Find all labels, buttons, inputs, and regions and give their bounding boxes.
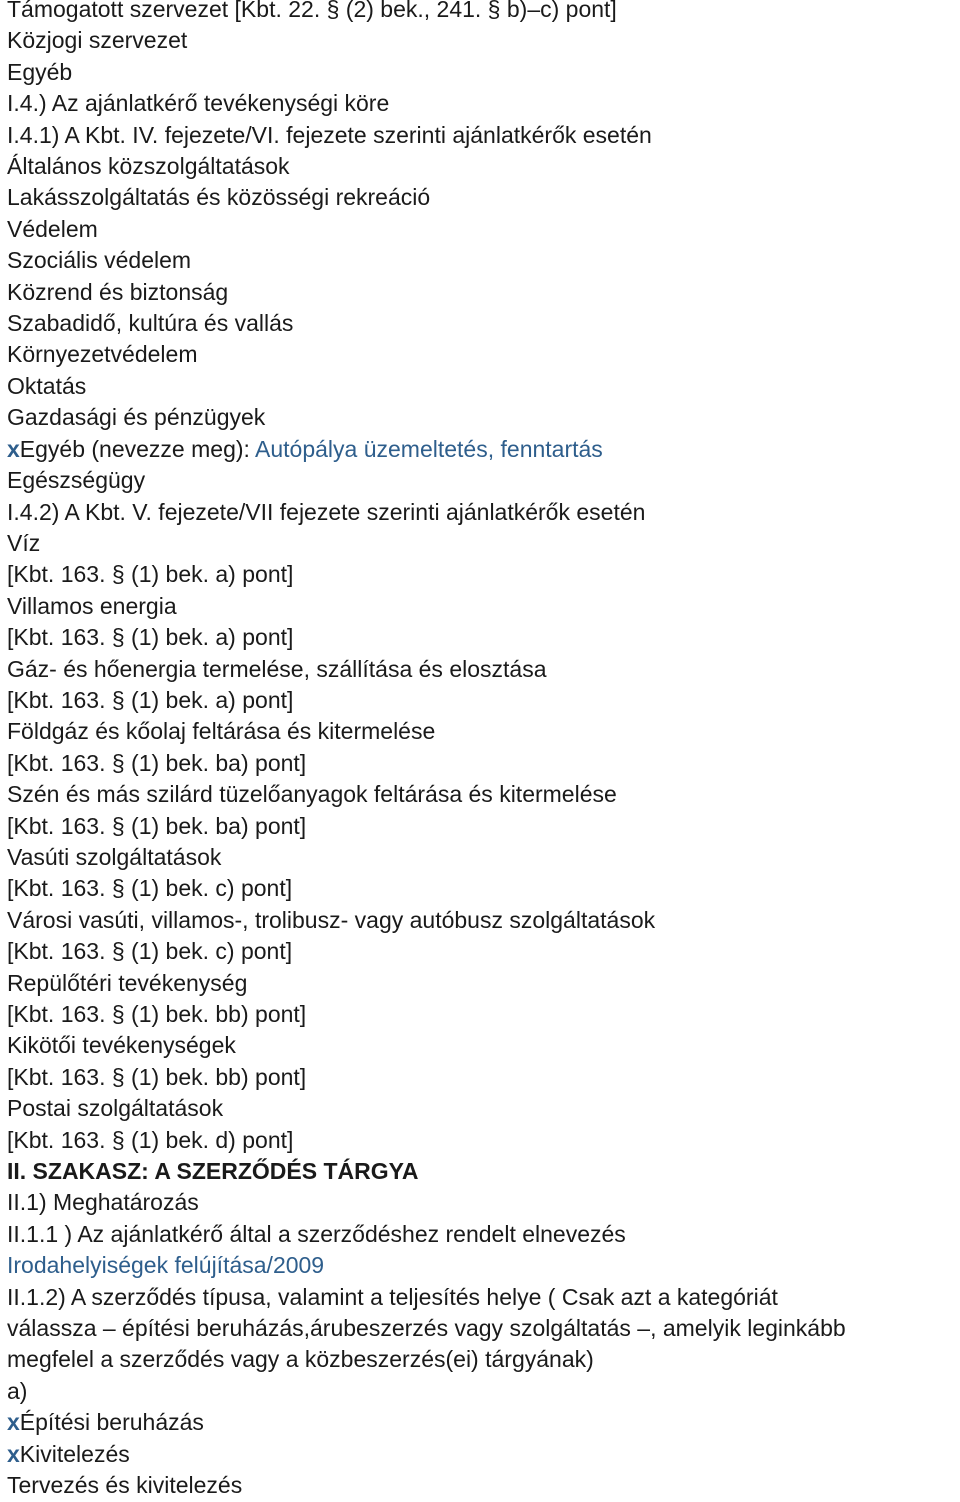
text-line: Városi vasúti, villamos-, trolibusz- vagy autóbusz szolgáltatások: [7, 906, 656, 933]
text-line: megfelel a szerződés vagy a közbeszerzés(ei) tárgyának): [7, 1346, 594, 1373]
text-line: [Kbt. 163. § (1) bek. bb) pont]: [7, 1063, 307, 1090]
text-line: [Kbt. 163. § (1) bek. c) pont]: [7, 875, 293, 902]
text-line: Földgáz és kőolaj feltárása és kitermelése: [7, 718, 436, 745]
text-line: [Kbt. 163. § (1) bek. a) pont]: [7, 624, 294, 651]
text-line: Közjogi szervezet: [7, 27, 188, 54]
other-label: Egyéb (nevezze meg):: [19, 435, 256, 462]
text-line: Repülőtéri tevékenység: [7, 969, 248, 996]
section-title: II. SZAKASZ: A SZERZŐDÉS TÁRGYA: [7, 1158, 419, 1185]
text-line: Gáz- és hőenergia termelése, szállítása és elosztása: [7, 655, 547, 682]
text-line: a): [7, 1377, 28, 1404]
text-line: Védelem: [7, 215, 98, 242]
check-mark: x: [7, 1440, 20, 1467]
text-line: [Kbt. 163. § (1) bek. ba) pont]: [7, 749, 307, 776]
text-line: Támogatott szervezet [Kbt. 22. § (2) bek., 241. § b)–c) pont]: [7, 0, 617, 22]
text-line: [Kbt. 163. § (1) bek. a) pont]: [7, 686, 294, 713]
text-line: II.1.1 ) Az ajánlatkérő által a szerződéshez rendelt elnevezés: [7, 1220, 626, 1247]
text-line: Lakásszolgáltatás és közösségi rekreáció: [7, 184, 431, 211]
text-line: Kikötői tevékenységek: [7, 1032, 236, 1059]
checked-other-line: [7, 434, 960, 465]
text-line: [Kbt. 163. § (1) bek. ba) pont]: [7, 812, 307, 839]
other-value: Autópálya üzemeltetés, fenntartás: [255, 435, 603, 462]
check-mark: x: [7, 435, 20, 462]
text-line: Postai szolgáltatások: [7, 1095, 224, 1122]
text-line: Gazdasági és pénzügyek: [7, 404, 266, 431]
text-line: [Kbt. 163. § (1) bek. c) pont]: [7, 938, 293, 965]
text-line: I.4.1) A Kbt. IV. fejezete/VI. fejezete szerinti ajánlatkérők esetén: [7, 121, 652, 148]
text-line: [Kbt. 163. § (1) bek. a) pont]: [7, 561, 294, 588]
checked-item-label: Kivitelezés: [19, 1440, 130, 1467]
text-line: Szociális védelem: [7, 247, 192, 274]
text-line: Tervezés és kivitelezés: [7, 1472, 243, 1499]
text-line: [Kbt. 163. § (1) bek. d) pont]: [7, 1126, 294, 1153]
text-line: Villamos energia: [7, 592, 177, 619]
text-line: Víz: [7, 529, 41, 556]
text-line: Szabadidő, kultúra és vallás: [7, 310, 294, 337]
text-line: II.1) Meghatározás: [7, 1189, 199, 1216]
text-line: válassza – építési beruházás,árubeszerzés vagy szolgáltatás –, amelyik leginkább: [7, 1315, 846, 1342]
checked-item-label: Építési beruházás: [19, 1409, 204, 1436]
text-line: I.4.2) A Kbt. V. fejezete/VII fejezete szerinti ajánlatkérők esetén: [7, 498, 646, 525]
text-line: Oktatás: [7, 372, 87, 399]
text-line: Általános közszolgáltatások: [7, 153, 290, 180]
text-line: Egyéb: [7, 58, 73, 85]
checked-item: [7, 1407, 960, 1438]
text-line: Egészségügy: [7, 467, 146, 494]
text-line: Közrend és biztonság: [7, 278, 229, 305]
text-line: Szén és más szilárd tüzelőanyagok feltárása és kitermelése: [7, 781, 617, 808]
text-line: II.1.2) A szerződés típusa, valamint a teljesítés helye ( Csak azt a kategóriát: [7, 1283, 778, 1310]
text-line: I.4.) Az ajánlatkérő tevékenységi köre: [7, 90, 390, 117]
text-line: Környezetvédelem: [7, 341, 198, 368]
contract-name: Irodahelyiségek felújítása/2009: [7, 1252, 325, 1279]
check-mark: x: [7, 1409, 20, 1436]
text-line: [Kbt. 163. § (1) bek. bb) pont]: [7, 1001, 307, 1027]
checked-item: [7, 1439, 960, 1470]
text-line: Vasúti szolgáltatások: [7, 843, 222, 870]
